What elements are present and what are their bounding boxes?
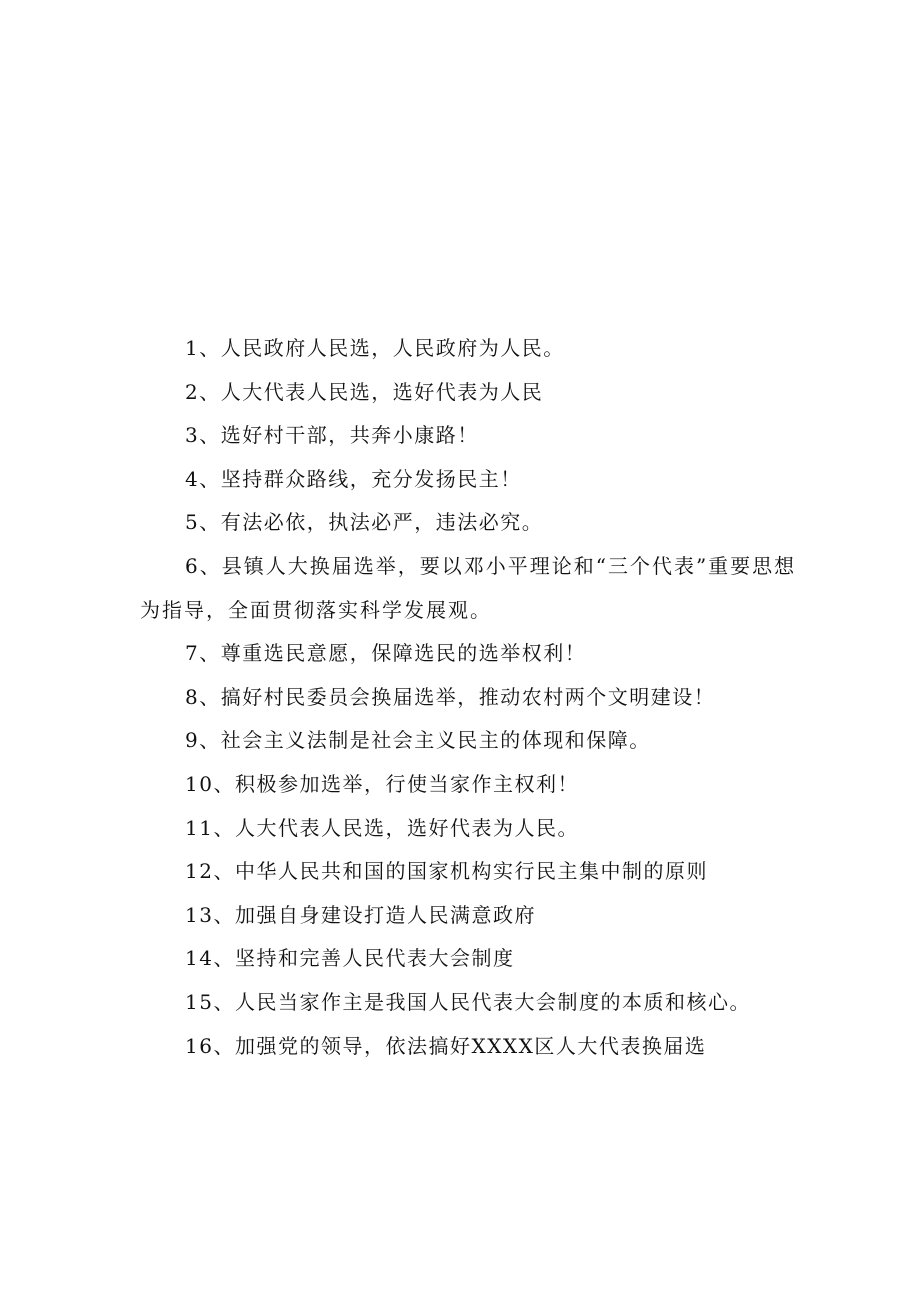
item-text: 有法必依，执法必严，违法必究。 [220,510,544,535]
item-number: 11、 [185,815,235,840]
item-text: 人民政府人民选，人民政府为人民。 [220,336,565,360]
item-number: 8、 [185,684,221,709]
item-text: 县镇人大换届选举，要以邓小平理论和“三个代表”重要思想为指导，全面贯彻落实科学发展观。 [140,553,797,622]
list-item [140,719,800,763]
list-item [140,327,800,371]
item-number: 3、 [185,423,221,448]
list-item [140,632,800,676]
item-number: 10、 [185,771,235,796]
item-text: 社会主义法制是社会主义民主的体现和保障。 [220,728,651,753]
item-number: 16、 [185,1033,235,1058]
item-number: 6、 [185,553,222,578]
item-text: 积极参加选举，行使当家作主权利！ [234,771,579,796]
list-item [140,850,800,894]
item-number: 12、 [185,859,235,884]
item-text: 加强党的领导，依法搞好XXXX区人大代表换届选 [234,1033,707,1058]
item-number: 15、 [185,989,235,1014]
item-text: 人民当家作主是我国人民代表大会制度的本质和核心。 [234,989,751,1014]
list-item [140,371,800,415]
list-item [140,458,800,502]
slogan-list [140,327,800,1068]
item-number: 4、 [185,466,221,491]
item-text: 选好村干部，共奔小康路！ [220,423,479,448]
item-number: 13、 [185,902,235,927]
item-number: 7、 [185,641,221,666]
list-item [140,763,800,807]
list-item [140,545,800,632]
item-text: 坚持和完善人民代表大会制度 [234,946,515,971]
list-item [140,676,800,720]
list-item [140,807,800,851]
item-text: 加强自身建设打造人民满意政府 [234,902,536,927]
item-number: 9、 [185,728,221,753]
item-text: 人大代表人民选，选好代表为人民。 [234,815,579,840]
list-item [140,981,800,1025]
list-item [140,894,800,938]
item-number: 5、 [185,510,221,535]
item-text: 尊重选民意愿，保障选民的选举权利！ [220,641,587,666]
item-number: 2、 [185,379,221,404]
list-item [140,1025,800,1069]
list-item [140,937,800,981]
item-text: 搞好村民委员会换届选举，推动农村两个文明建设！ [220,684,716,709]
list-item [140,414,800,458]
item-text: 坚持群众路线，充分发扬民主！ [220,466,522,491]
item-text: 中华人民共和国的国家机构实行民主集中制的原则 [234,859,708,884]
item-number: 14、 [185,946,235,971]
item-text: 人大代表人民选，选好代表为人民 [220,379,544,404]
list-item [140,501,800,545]
item-number: 1、 [185,336,221,360]
